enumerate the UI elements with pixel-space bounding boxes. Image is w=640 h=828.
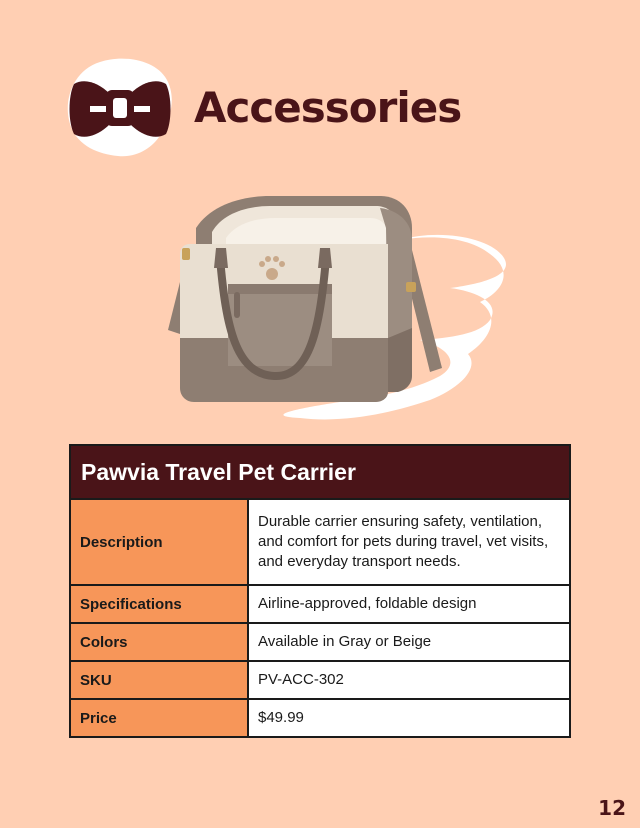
page-title: Accessories <box>194 83 462 132</box>
table-row <box>71 624 569 662</box>
table-row <box>71 500 569 586</box>
row-label: SKU <box>71 662 249 698</box>
row-value: Durable carrier ensuring safety, ventilation, and comfort for pets during travel, vet visits, and everyday transport needs. <box>249 500 569 584</box>
row-value: PV-ACC-302 <box>249 662 569 698</box>
table-row <box>71 662 569 700</box>
bow-tie-icon <box>66 56 174 160</box>
row-label: Specifications <box>71 586 249 622</box>
row-value: $49.99 <box>249 700 569 736</box>
row-label: Description <box>71 500 249 584</box>
row-value: Airline-approved, foldable design <box>249 586 569 622</box>
row-label: Price <box>71 700 249 736</box>
row-value: Available in Gray or Beige <box>249 624 569 660</box>
table-row <box>71 700 569 736</box>
table-row <box>71 586 569 624</box>
row-label: Colors <box>71 624 249 660</box>
pet-carrier-bag-image <box>150 188 510 426</box>
table-header: Pawvia Travel Pet Carrier <box>71 446 569 500</box>
page-number: 12 <box>598 796 626 820</box>
product-table <box>69 444 571 738</box>
